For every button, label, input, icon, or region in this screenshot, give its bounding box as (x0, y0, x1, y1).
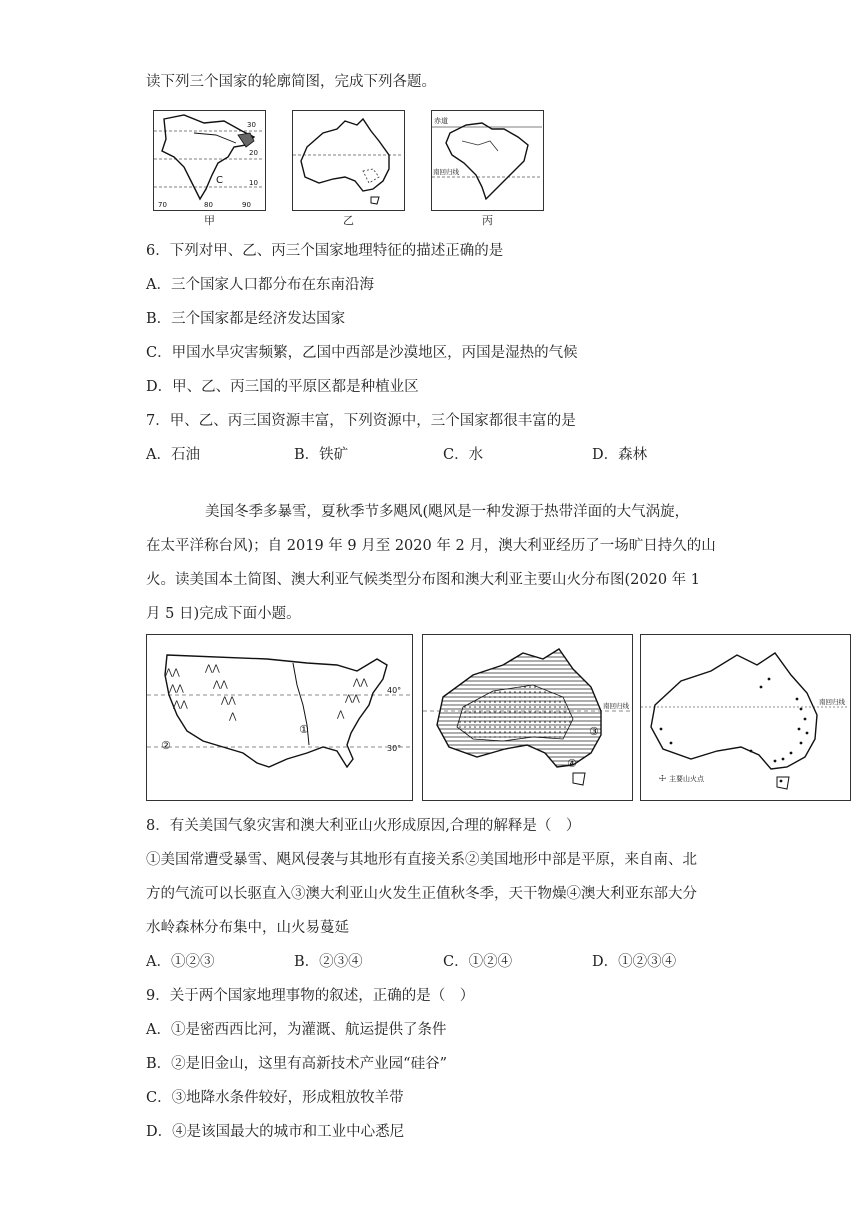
q8-statements-line-1: ①美国常遭受暴雪、飓风侵袭与其地形有直接关系②美国地形中部是平原，来自南、北 (146, 852, 697, 868)
svg-text:⋀⋀: ⋀⋀ (205, 664, 220, 674)
label-c: C (216, 175, 223, 186)
q7-stem: 7．甲、乙、丙三国资源丰富，下列资源中，三个国家都很丰富的是 (146, 413, 576, 429)
q7-option-b: B．铁矿 (294, 447, 349, 463)
tropic-label-fire: 南回归线 (819, 698, 845, 706)
map-yi-australia (292, 110, 405, 211)
map-jia-india (153, 110, 266, 211)
q9-stem: 9．关于两个国家地理事物的叙述，正确的是（ ） (146, 988, 475, 1004)
q6-option-b: B．三个国家都是经济发达国家 (146, 311, 346, 327)
svg-text:20: 20 (249, 149, 258, 157)
map-bing-brazil (431, 110, 544, 211)
intro-text-2-line-1: 美国冬季多暴雪，夏秋季节多飓风(飓风是一种发源于热带洋面的大气涡旋， (205, 504, 690, 520)
q9-option-c: C．③地降水条件较好，形成粗放牧羊带 (146, 1090, 404, 1106)
q8-option-a: A．①②③ (146, 954, 215, 970)
intro-text-2-line-2: 在太平洋称台风)；自 2019 年 9 月至 2020 年 2 月，澳大利亚经历了一场旷日持久的山 (146, 538, 716, 554)
svg-text:⋀⋀: ⋀⋀ (173, 700, 188, 710)
map-caption-bing: 丙 (482, 214, 493, 227)
svg-text:80: 80 (204, 201, 213, 209)
fire-legend-icon: ☩ (659, 774, 667, 783)
map-australia-fires (640, 634, 851, 801)
q6-option-d: D．甲、乙、丙三国的平原区都是种植业区 (146, 379, 419, 395)
svg-text:⋀⋀: ⋀⋀ (169, 684, 184, 694)
q9-option-a: A．①是密西西比河，为灌溉、航运提供了条件 (146, 1022, 447, 1038)
q8-option-c: C．①②④ (443, 954, 513, 970)
map-caption-yi: 乙 (343, 214, 354, 227)
q8-option-b: B．②③④ (294, 954, 363, 970)
svg-text:90: 90 (242, 201, 251, 209)
map-australia-climate (422, 634, 633, 801)
q8-statements-line-2: 方的气流可以长驱直入③澳大利亚山火发生正值秋冬季，天干物燥④澳大利亚东部大分 (146, 886, 697, 902)
equator-label: 赤道 (434, 117, 448, 125)
q6-option-c: C．甲国水旱灾害频繁，乙国中西部是沙漠地区，丙国是湿热的气候 (146, 345, 578, 361)
svg-text:30°: 30° (387, 744, 402, 753)
q9-option-d: D．④是该国最大的城市和工业中心悉尼 (146, 1124, 405, 1140)
marker-3: ③ (589, 725, 599, 738)
intro-text-2-line-4: 月 5 日)完成下面小题。 (146, 606, 301, 622)
q7-option-a: A．石油 (146, 447, 200, 463)
tropic-label-bing: 南回归线 (433, 168, 459, 176)
q7-option-d: D．森林 (592, 447, 648, 463)
svg-text:⋀⋀: ⋀⋀ (221, 696, 236, 706)
tropic-label-climate: 南回归线 (603, 702, 629, 710)
map-caption-jia: 甲 (204, 214, 215, 227)
marker-2: ② (161, 739, 171, 752)
svg-text:⋀⋀: ⋀⋀ (345, 694, 360, 704)
svg-text:10: 10 (249, 179, 258, 187)
marker-1: ① (299, 723, 309, 736)
q8-option-d: D．①②③④ (592, 954, 677, 970)
svg-text:70: 70 (158, 201, 167, 209)
fire-legend-label: 主要山火点 (669, 775, 704, 783)
q8-stem: 8．有关美国气象灾害和澳大利亚山火形成原因,合理的解释是（ ） (146, 818, 581, 834)
q8-statements-line-3: 水岭森林分布集中，山火易蔓延 (146, 920, 349, 936)
svg-text:30: 30 (247, 121, 256, 129)
svg-text:⋀: ⋀ (229, 712, 237, 722)
svg-text:⋀: ⋀ (337, 710, 345, 720)
svg-text:⋀⋀: ⋀⋀ (165, 668, 180, 678)
q6-stem: 6．下列对甲、乙、丙三个国家地理特征的描述正确的是 (146, 243, 504, 259)
map-usa (146, 634, 413, 801)
q7-option-c: C．水 (443, 447, 484, 463)
marker-4: ④ (567, 757, 577, 770)
svg-text:⋀⋀: ⋀⋀ (213, 680, 228, 690)
q9-option-b: B．②是旧金山，这里有高新技术产业园“硅谷” (146, 1056, 447, 1072)
q6-option-a: A．三个国家人口都分布在东南沿海 (146, 277, 374, 293)
intro-text-1: 读下列三个国家的轮廓简图，完成下列各题。 (146, 74, 436, 90)
svg-text:40°: 40° (387, 686, 402, 695)
svg-text:⋀⋀: ⋀⋀ (353, 678, 368, 688)
intro-text-2-line-3: 火。读美国本土简图、澳大利亚气候类型分布图和澳大利亚主要山火分布图(2020 年 1 (146, 572, 700, 588)
